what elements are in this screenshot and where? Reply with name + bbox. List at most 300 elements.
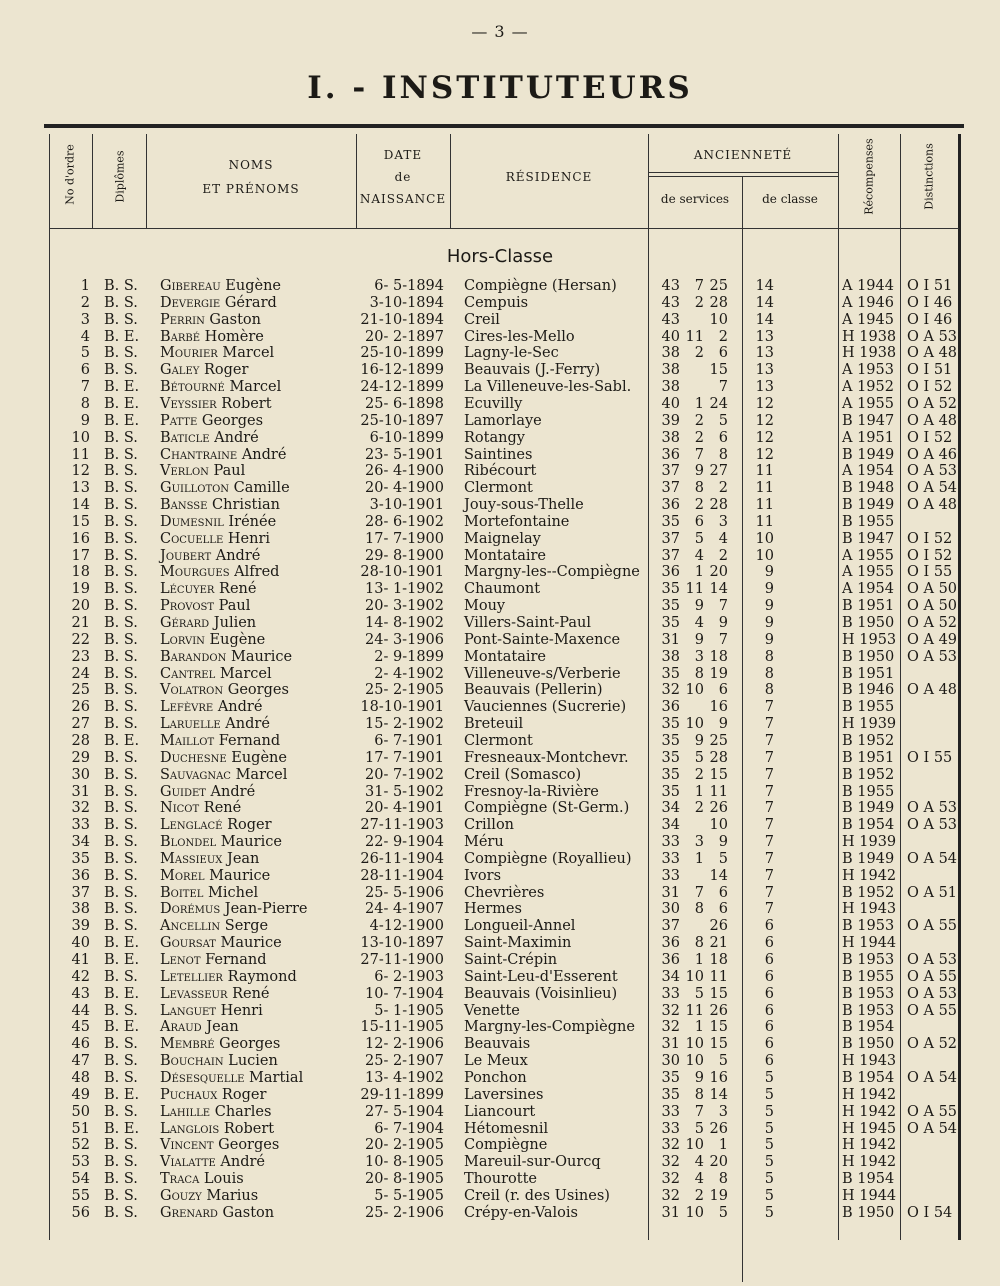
- header-residence: RÉSIDENCE: [505, 170, 593, 184]
- birth-date: 25- 6-1898: [365, 395, 444, 412]
- distinction: O I 52: [907, 547, 953, 564]
- diploma: B. E.: [104, 935, 140, 952]
- surname: Cantrel: [160, 665, 216, 682]
- surname: Devergie: [160, 294, 221, 311]
- award: H 1942: [842, 1086, 897, 1103]
- header-classe: de classe: [762, 192, 818, 206]
- order-number: 36: [71, 867, 90, 884]
- first-name: Julien: [209, 615, 257, 631]
- award: B 1950: [842, 1036, 895, 1053]
- distinction: O A 46: [907, 446, 958, 463]
- award: H 1943: [842, 1053, 897, 1070]
- service-days: 2: [718, 328, 728, 345]
- award: B 1946: [842, 682, 895, 699]
- first-name: Roger: [199, 362, 249, 379]
- order-number: 47: [71, 1053, 90, 1070]
- service-months: 2: [694, 429, 704, 446]
- person-name: [160, 918, 268, 935]
- service-years: 35: [661, 749, 680, 766]
- page-title: I. - INSTITUTEURS: [307, 70, 693, 106]
- table-row: [0, 918, 1000, 935]
- service-years: 36: [661, 935, 680, 952]
- diploma: B. S.: [104, 699, 138, 716]
- order-number: 35: [71, 850, 90, 867]
- award: B 1947: [842, 530, 895, 547]
- diploma: B. S.: [104, 648, 138, 665]
- service-months: 1: [694, 1019, 704, 1036]
- service-years: 40: [661, 395, 680, 412]
- first-name: Marcel: [217, 345, 275, 362]
- first-name: Eugène: [204, 631, 266, 648]
- award: A 1955: [842, 395, 894, 412]
- diploma: B. E.: [104, 379, 140, 396]
- first-name: René: [199, 800, 242, 817]
- service-months: 1: [694, 850, 704, 867]
- distinction: O A 55: [907, 1002, 958, 1019]
- birth-date: 25- 2-1907: [365, 1053, 444, 1070]
- residence: Rotangy: [464, 429, 525, 446]
- surname: Lécuyer: [160, 581, 215, 598]
- class-years: 6: [764, 1019, 774, 1036]
- award: A 1946: [842, 294, 894, 311]
- service-months: 10: [685, 1204, 704, 1221]
- person-name: [160, 345, 274, 362]
- person-name: [160, 1019, 239, 1036]
- surname: Puchaux: [160, 1086, 218, 1103]
- order-number: 41: [71, 952, 90, 968]
- table-row: [0, 497, 1000, 514]
- diploma: B. S.: [104, 1187, 138, 1204]
- residence: Crillon: [464, 817, 515, 834]
- surname: Sauvagnac: [160, 766, 231, 783]
- first-name: Marcel: [224, 379, 282, 396]
- class-years: 7: [764, 800, 774, 817]
- table-row: [0, 295, 1000, 312]
- award: B 1952: [842, 766, 895, 783]
- birth-date: 25-10-1897: [360, 412, 444, 429]
- award: B 1948: [842, 480, 895, 497]
- service-years: 38: [661, 379, 680, 396]
- distinction: O A 50: [907, 581, 958, 598]
- service-days: 16: [709, 1069, 728, 1086]
- service-days: 14: [709, 581, 728, 598]
- table-row: [0, 800, 1000, 817]
- surname: Chantraine: [160, 446, 238, 463]
- service-years: 32: [661, 1002, 680, 1019]
- surname: Cocuelle: [160, 530, 224, 547]
- order-number: 18: [71, 564, 90, 581]
- diploma: B. S.: [104, 294, 138, 311]
- order-number: 29: [71, 749, 90, 766]
- first-name: Serge: [220, 918, 269, 935]
- header-services: de services: [660, 192, 730, 206]
- residence: Vauciennes (Sucrerie): [464, 699, 627, 716]
- birth-date: 20- 3-1902: [365, 598, 444, 615]
- birth-date: 20- 4-1900: [365, 480, 444, 497]
- class-years: 6: [764, 1053, 774, 1070]
- surname: Blondel: [160, 834, 217, 851]
- service-years: 36: [661, 497, 680, 514]
- birth-date: 10- 7-1904: [365, 985, 444, 1002]
- diploma: B. E.: [104, 952, 140, 968]
- first-name: Homère: [200, 328, 264, 345]
- table-row: [0, 952, 1000, 969]
- distinction: O I 51: [907, 278, 953, 294]
- award: A 1955: [842, 547, 894, 564]
- order-number: 42: [71, 968, 90, 985]
- award: B 1953: [842, 952, 895, 968]
- service-years: 36: [661, 952, 680, 968]
- first-name: Marcel: [230, 766, 288, 783]
- residence: Clermont: [464, 732, 533, 749]
- diploma: B. S.: [104, 513, 138, 530]
- birth-date: 31- 5-1902: [365, 783, 444, 800]
- service-days: 3: [718, 513, 728, 530]
- order-number: 4: [80, 328, 90, 345]
- first-name: Maurice: [226, 648, 293, 665]
- birth-date: 13-10-1897: [360, 935, 444, 952]
- residence: Mortefontaine: [464, 513, 570, 530]
- service-months: 10: [685, 968, 704, 985]
- table-row: [0, 733, 1000, 750]
- first-name: Jean: [201, 1019, 239, 1036]
- residence: Compiègne (Hersan): [464, 278, 617, 294]
- person-name: [160, 750, 287, 767]
- service-years: 32: [661, 682, 680, 699]
- diploma: B. S.: [104, 817, 138, 834]
- service-months: 10: [685, 682, 704, 699]
- table-row: [0, 834, 1000, 851]
- table-row: [0, 1205, 1000, 1222]
- award: H 1938: [842, 345, 897, 362]
- service-years: 33: [661, 834, 680, 851]
- service-months: 5: [694, 749, 704, 766]
- surname: Veyssier: [160, 395, 217, 412]
- first-name: Paul: [208, 463, 246, 480]
- class-years: 5: [764, 1069, 774, 1086]
- service-years: 36: [661, 446, 680, 463]
- service-months: 5: [694, 530, 704, 547]
- distinction: O A 54: [907, 1069, 958, 1086]
- header-noms: NOMS: [228, 158, 274, 172]
- first-name: Jean: [222, 850, 260, 867]
- residence: Saint-Crépin: [464, 952, 558, 968]
- surname: Araud: [160, 1019, 202, 1036]
- table-row: [0, 1171, 1000, 1188]
- service-years: 33: [661, 1120, 680, 1137]
- first-name: Henri: [223, 530, 271, 547]
- service-days: 26: [709, 1002, 728, 1019]
- class-years: 5: [764, 1171, 774, 1188]
- award: B 1951: [842, 749, 895, 766]
- service-days: 28: [709, 294, 728, 311]
- residence: La Villeneuve-les-Sabl.: [464, 379, 632, 396]
- distinction: O A 48: [907, 497, 958, 514]
- diploma: B. S.: [104, 564, 138, 581]
- diploma: B. S.: [104, 311, 138, 328]
- table-row: [0, 1053, 1000, 1070]
- birth-date: 13- 4-1902: [365, 1069, 444, 1086]
- award: A 1951: [842, 429, 894, 446]
- residence: Margny-les-Compiègne: [464, 1019, 635, 1036]
- service-years: 35: [661, 581, 680, 598]
- birth-date: 27-11-1903: [360, 817, 444, 834]
- person-name: [160, 1087, 266, 1104]
- diploma: B. S.: [104, 278, 138, 294]
- surname: Morel: [160, 867, 205, 884]
- order-number: 34: [71, 834, 90, 851]
- diploma: B. S.: [104, 345, 138, 362]
- service-days: 8: [718, 1171, 728, 1188]
- order-number: 25: [71, 682, 90, 699]
- birth-date: 28-10-1901: [360, 564, 444, 581]
- order-number: 20: [71, 598, 90, 615]
- diploma: B. E.: [104, 985, 140, 1002]
- distinction: O I 55: [907, 564, 953, 581]
- service-years: 43: [661, 294, 680, 311]
- diploma: B. S.: [104, 749, 138, 766]
- order-number: 27: [71, 716, 90, 733]
- service-years: 32: [661, 1154, 680, 1171]
- class-years: 6: [764, 1036, 774, 1053]
- service-months: 6: [694, 513, 704, 530]
- birth-date: 21-10-1894: [360, 311, 444, 328]
- first-name: Georges: [197, 412, 264, 429]
- table-row: [0, 581, 1000, 598]
- class-years: 7: [764, 901, 774, 918]
- surname: Désesquelle: [160, 1069, 245, 1086]
- surname: Guilloton: [160, 480, 230, 497]
- table-row: [0, 362, 1000, 379]
- service-months: 10: [685, 716, 704, 733]
- service-days: 27: [709, 463, 728, 480]
- residence: Margny-les--Compiègne: [464, 564, 640, 581]
- first-name: Alfred: [229, 564, 280, 581]
- residence: Longueil-Annel: [464, 918, 576, 935]
- class-years: 12: [755, 446, 774, 463]
- class-years: 7: [764, 817, 774, 834]
- order-number: 55: [71, 1187, 90, 1204]
- person-name: [160, 1104, 271, 1121]
- first-name: André: [220, 716, 270, 733]
- surname: Langlois: [160, 1120, 220, 1137]
- table-row: [0, 548, 1000, 565]
- surname: Letellier: [160, 968, 223, 985]
- service-days: 26: [709, 1120, 728, 1137]
- distinction: O A 50: [907, 598, 958, 615]
- service-years: 30: [661, 1053, 680, 1070]
- residence: Crépy-en-Valois: [464, 1204, 578, 1221]
- award: B 1953: [842, 918, 895, 935]
- table-row: [0, 1188, 1000, 1205]
- residence: Villers-Saint-Paul: [464, 615, 591, 631]
- table-row: [0, 1087, 1000, 1104]
- service-days: 10: [709, 311, 728, 328]
- residence: Beauvais (Pellerin): [464, 682, 603, 699]
- diploma: B. S.: [104, 1204, 138, 1221]
- surname: Duchesne: [160, 749, 227, 766]
- class-years: 5: [764, 1154, 774, 1171]
- diploma: B. S.: [104, 429, 138, 446]
- order-number: 50: [71, 1103, 90, 1120]
- residence: Cempuis: [464, 294, 529, 311]
- person-name: [160, 817, 272, 834]
- service-days: 3: [718, 1103, 728, 1120]
- table-row: [0, 901, 1000, 918]
- award: B 1949: [842, 497, 895, 514]
- class-years: 12: [755, 429, 774, 446]
- order-number: 23: [71, 648, 90, 665]
- person-name: [160, 430, 259, 447]
- person-name: [160, 733, 280, 750]
- award: B 1950: [842, 648, 895, 665]
- order-number: 12: [71, 463, 90, 480]
- service-days: 6: [718, 429, 728, 446]
- surname: Membré: [160, 1036, 215, 1053]
- class-years: 6: [764, 918, 774, 935]
- award: B 1953: [842, 1002, 895, 1019]
- table-row: [0, 1019, 1000, 1036]
- service-days: 15: [709, 1019, 728, 1036]
- service-years: 35: [661, 1086, 680, 1103]
- service-days: 5: [718, 850, 728, 867]
- award: B 1947: [842, 412, 895, 429]
- service-months: 10: [685, 1053, 704, 1070]
- class-years: 7: [764, 783, 774, 800]
- surname: Languet: [160, 1002, 216, 1019]
- order-number: 40: [71, 935, 90, 952]
- birth-date: 26-11-1904: [360, 850, 444, 867]
- first-name: André: [205, 783, 256, 800]
- diploma: B. S.: [104, 581, 138, 598]
- order-number: 14: [71, 497, 90, 514]
- award: B 1955: [842, 968, 895, 985]
- award: B 1950: [842, 1204, 895, 1221]
- class-years: 12: [755, 412, 774, 429]
- diploma: B. S.: [104, 598, 138, 615]
- service-months: 2: [694, 497, 704, 514]
- order-number: 21: [71, 615, 90, 631]
- service-years: 32: [661, 1187, 680, 1204]
- distinction: O A 54: [907, 850, 958, 867]
- surname: Volatron: [160, 682, 224, 699]
- residence: Mouy: [464, 598, 506, 615]
- residence: Lamorlaye: [464, 412, 542, 429]
- service-days: 21: [709, 935, 728, 952]
- order-number: 51: [71, 1120, 90, 1137]
- service-days: 14: [709, 1086, 728, 1103]
- surname: Massieux: [160, 850, 223, 867]
- diploma: B. S.: [104, 682, 138, 699]
- first-name: Robert: [216, 395, 272, 412]
- diploma: B. S.: [104, 834, 138, 851]
- person-name: [160, 295, 277, 312]
- first-name: Roger: [222, 817, 272, 834]
- diploma: B. E.: [104, 732, 140, 749]
- person-name: [160, 531, 270, 548]
- order-number: 38: [71, 901, 90, 918]
- first-name: Marius: [201, 1187, 259, 1204]
- diploma: B. S.: [104, 783, 138, 800]
- person-name: [160, 447, 286, 464]
- order-number: 44: [71, 1002, 90, 1019]
- class-years: 9: [764, 615, 774, 631]
- service-months: 2: [694, 766, 704, 783]
- surname: Boitel: [160, 884, 204, 901]
- service-months: 2: [694, 345, 704, 362]
- order-number: 32: [71, 800, 90, 817]
- first-name: Georges: [213, 1137, 280, 1154]
- service-months: 8: [694, 480, 704, 497]
- distinction: O A 53: [907, 800, 958, 817]
- service-days: 8: [718, 446, 728, 463]
- service-days: 14: [709, 867, 728, 884]
- residence: Compiègne (St-Germ.): [464, 800, 630, 817]
- birth-date: 6- 5-1894: [374, 278, 444, 294]
- person-name: [160, 1171, 244, 1188]
- service-years: 35: [661, 513, 680, 530]
- header-prenoms: ET PRÉNOMS: [202, 182, 300, 196]
- distinction: O A 55: [907, 968, 958, 985]
- birth-date: 29- 8-1900: [365, 547, 444, 564]
- service-years: 30: [661, 901, 680, 918]
- class-years: 7: [764, 699, 774, 716]
- class-years: 10: [755, 547, 774, 564]
- surname: Perrin: [160, 311, 205, 328]
- person-name: [160, 1154, 265, 1171]
- service-years: 38: [661, 362, 680, 379]
- service-months: 9: [694, 1069, 704, 1086]
- class-years: 7: [764, 884, 774, 901]
- distinction: O A 48: [907, 345, 958, 362]
- service-years: 37: [661, 463, 680, 480]
- birth-date: 29-11-1899: [360, 1086, 444, 1103]
- order-number: 17: [71, 547, 90, 564]
- residence: Villeneuve-s/Verberie: [464, 665, 621, 682]
- class-years: 8: [764, 682, 774, 699]
- birth-date: 20- 2-1905: [365, 1137, 444, 1154]
- surname: Lenglacé: [160, 817, 223, 834]
- residence: Ponchon: [464, 1069, 527, 1086]
- service-months: 4: [694, 547, 704, 564]
- surname: Gouzy: [160, 1187, 202, 1204]
- residence: Cires-les-Mello: [464, 328, 575, 345]
- first-name: André: [213, 699, 263, 716]
- class-years: 14: [755, 278, 774, 294]
- service-months: 9: [694, 732, 704, 749]
- diploma: B. S.: [104, 1171, 138, 1188]
- service-months: 9: [694, 598, 704, 615]
- surname: Ancellin: [160, 918, 221, 935]
- service-months: 7: [694, 446, 704, 463]
- residence: Mareuil-sur-Ourcq: [464, 1154, 601, 1171]
- service-years: 33: [661, 867, 680, 884]
- table-row: [0, 345, 1000, 362]
- distinction: O A 54: [907, 1120, 958, 1137]
- service-years: 36: [661, 699, 680, 716]
- service-years: 37: [661, 480, 680, 497]
- table-row: [0, 986, 1000, 1003]
- first-name: Raymond: [222, 968, 297, 985]
- service-years: 35: [661, 732, 680, 749]
- person-name: [160, 1053, 278, 1070]
- order-number: 11: [71, 446, 90, 463]
- diploma: B. S.: [104, 918, 138, 935]
- first-name: René: [227, 985, 270, 1002]
- birth-date: 20- 7-1902: [365, 766, 444, 783]
- birth-date: 27- 5-1904: [365, 1103, 444, 1120]
- person-name: [160, 1205, 274, 1222]
